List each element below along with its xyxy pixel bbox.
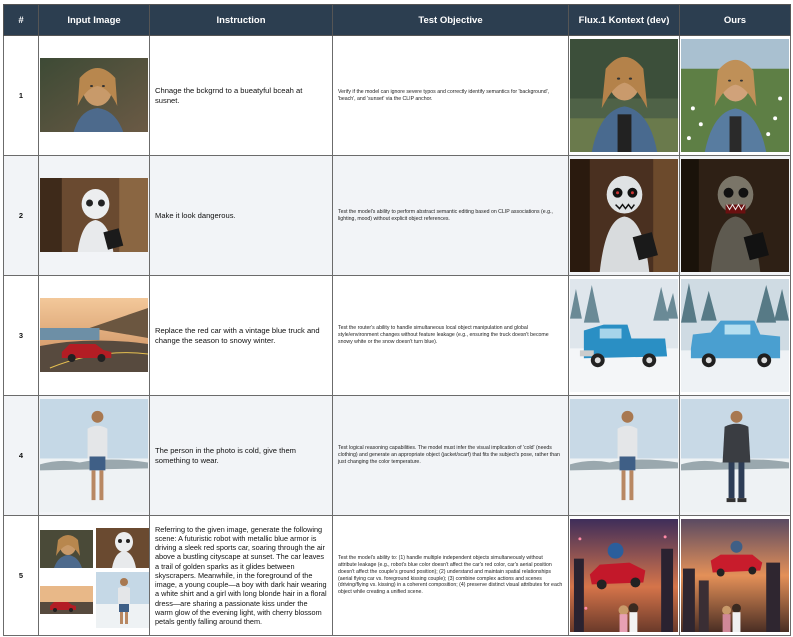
results-table (3, 4, 791, 636)
input-image-man-snow (40, 399, 148, 512)
header-test-objective: Test Objective (333, 5, 569, 36)
header-instruction: Instruction (150, 5, 333, 36)
input-image-red-car (40, 298, 148, 372)
reference-man-thumb (96, 572, 149, 628)
table-header-row (4, 5, 791, 36)
ours-output-image (681, 39, 789, 152)
row-number: 3 (4, 276, 39, 396)
flux-output-image (570, 399, 678, 512)
flux-output-image (570, 159, 678, 272)
row-number: 5 (4, 516, 39, 636)
flux-output-image (570, 39, 678, 152)
table-row (4, 396, 791, 516)
row-number: 1 (4, 36, 39, 156)
input-image-reference-grid (40, 528, 148, 631)
table-row (4, 36, 791, 156)
table-row (4, 276, 791, 396)
header-number: # (4, 5, 39, 36)
header-flux-kontext: Flux.1 Kontext (dev) (569, 5, 680, 36)
objective-text: Test the model's ability to: (1) handle multiple independent objects simultaneously without attribute leakage (e.g., robot's blue color doesn't affect the car's red color, car's aerial position doesn't affect the couple's ground position); (2) understand and maintain spatial relationships (aerial flying car vs. foreground kissing couple); (3) combine complex actions and scenes (driving/flying vs. kissing) in a coherent composition; (4) preserve distinct visual attributes for each object while creating a unified scene. (333, 516, 569, 636)
objective-text: Test the model's ability to perform abstract semantic editing based on CLIP associations (e.g., lighting, mood) without explicit object references. (333, 156, 569, 276)
input-image-white-robot (40, 178, 148, 252)
input-image-woman-portrait (40, 58, 148, 132)
ours-output-image (681, 279, 789, 392)
objective-text: Test logical reasoning capabilities. The model must infer the visual implication of 'cold' (needs clothing) and generate an appropriate object (jacket/scarf) that fits the subject's pose, rather than just changing the color temperature. (333, 396, 569, 516)
instruction-text: Chnage the bckgrnd to a bueatyful bceah at susnet. (150, 36, 333, 156)
instruction-text: Referring to the given image, generate the following scene: A futuristic robot with metallic blue armor is driving a sleek red sports car, soaring through the air above a bustling cityscape at sunset. The car leaves a trail of golden sparks as it glides between skyscrapers. Meanwhile, in the foreground of the image, a young couple—a boy with dark hair wearing a white shirt and a girl with long blonde hair in a floral dress—are sharing a passionate kiss under the warm glow of the evening light, with cherry blossom petals gently falling around them. (150, 516, 333, 636)
instruction-text: Make it look dangerous. (150, 156, 333, 276)
reference-car-thumb (40, 586, 93, 614)
table-row (4, 516, 791, 636)
header-input-image: Input Image (39, 5, 150, 36)
flux-output-image (570, 279, 678, 392)
ours-output-image (681, 159, 789, 272)
ours-output-image (681, 519, 789, 632)
flux-output-image (570, 519, 678, 632)
objective-text: Verify if the model can ignore severe typos and correctly identify semantics for 'background', 'beach', and 'sunset' via the CLIP anchor. (333, 36, 569, 156)
instruction-text: The person in the photo is cold, give them something to wear. (150, 396, 333, 516)
header-ours: Ours (680, 5, 791, 36)
row-number: 2 (4, 156, 39, 276)
objective-text: Test the router's ability to handle simultaneous local object manipulation and global style/environment changes without feature leakage (e.g., ensuring the truck doesn't become snowy white or the snow doesn't turn blue). (333, 276, 569, 396)
instruction-text: Replace the red car with a vintage blue truck and change the season to snowy winter. (150, 276, 333, 396)
ours-output-image (681, 399, 789, 512)
reference-woman-thumb (40, 530, 93, 568)
table-row (4, 156, 791, 276)
row-number: 4 (4, 396, 39, 516)
reference-robot-thumb (96, 528, 149, 568)
